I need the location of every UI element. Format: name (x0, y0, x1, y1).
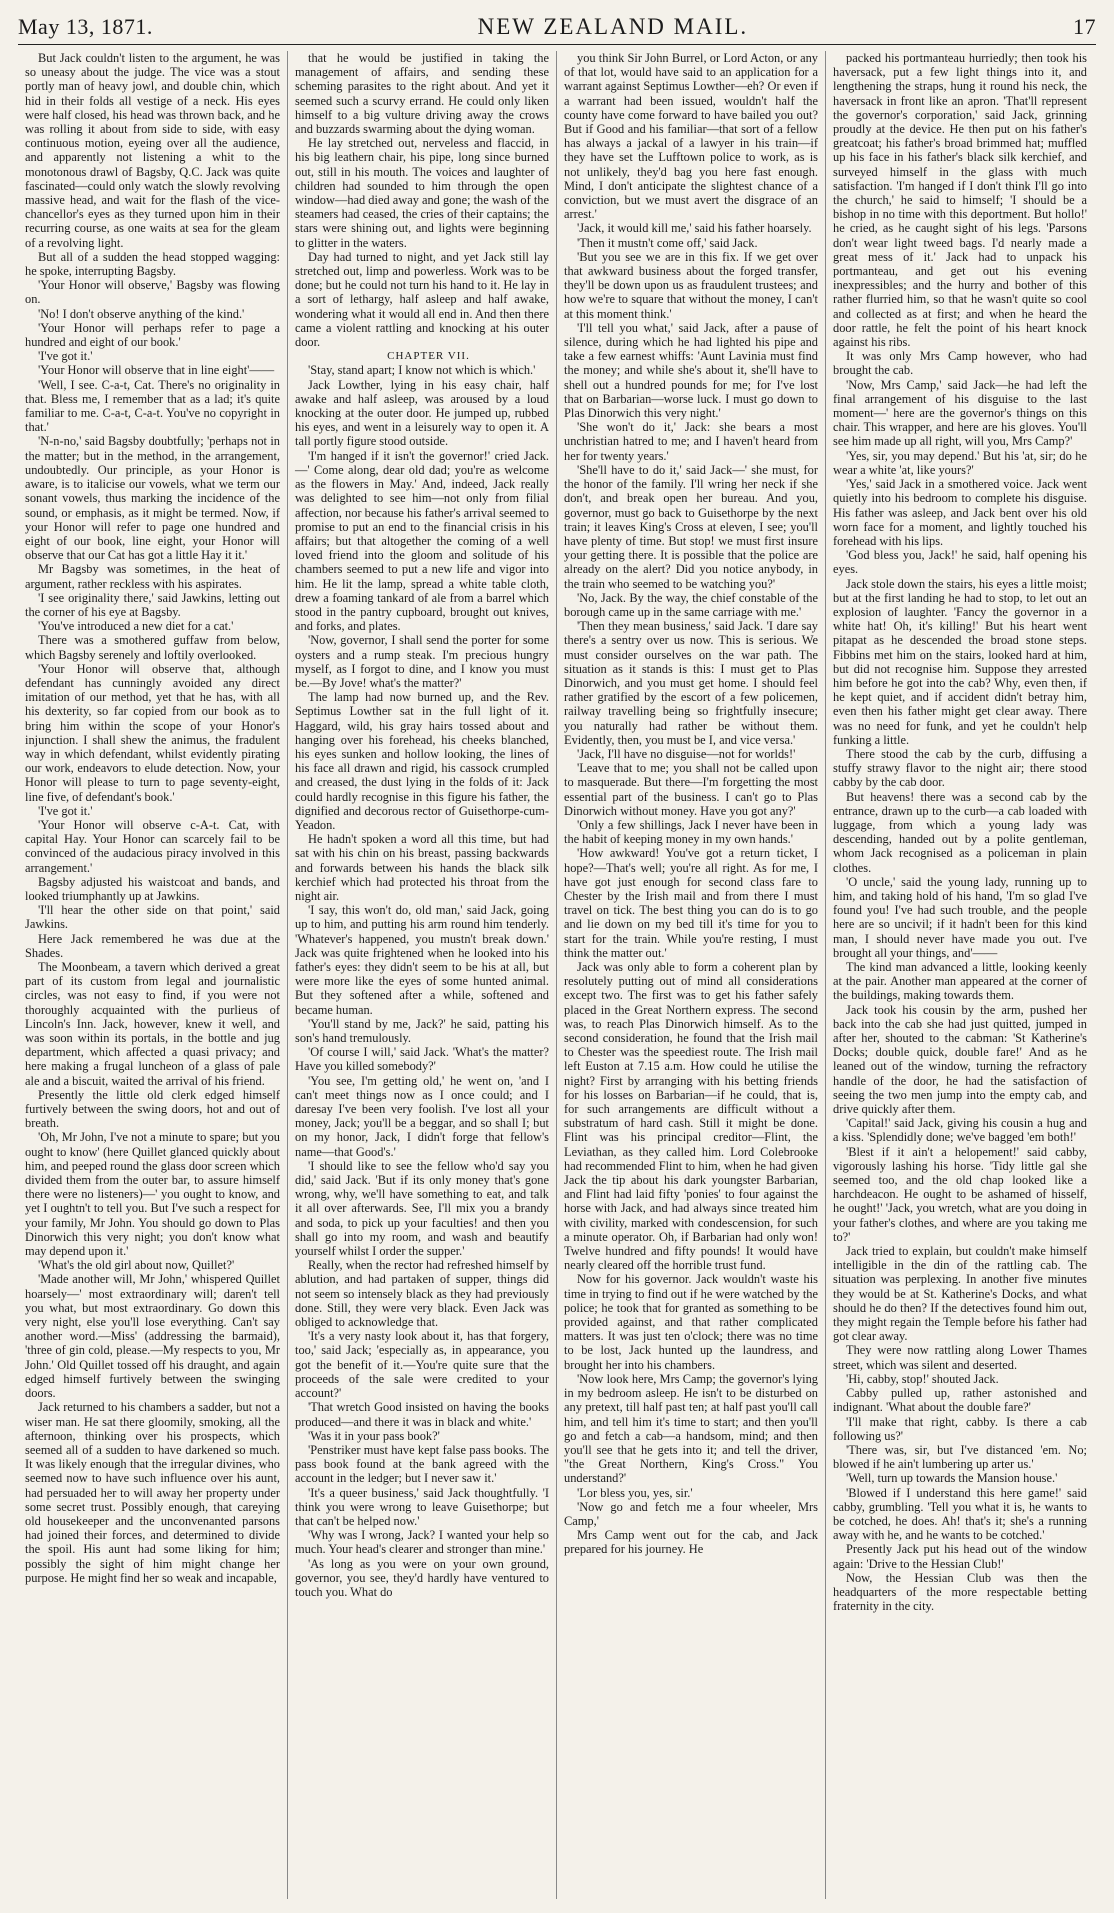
paragraph: 'Well, turn up towards the Mansion house.' (846, 1471, 1058, 1486)
paragraph: 'Your Honor will observe that in line eight'—— (38, 363, 275, 378)
paragraph: 'I say, this won't do, old man,' said Jack, going up to him, and putting his arm round him tenderly. 'Whatever's happened, you mustn't break down.' Jack was quite frightened when he looked into his father's eyes: they didn't seem to be his at all, but were more like the eyes of some hunted animal. But they softened after a while, softened and became human. (295, 903, 549, 1017)
header-rule (18, 44, 1096, 45)
paragraph: 'Your Honor will observe that, although defendant has cunningly avoided any direct imitation of our method, yet that he has, with all his dexterity, so far copied from our book as to bring him within the scope of your Honor's injunction. I shall shew the animus, the fradulent way in which defendant, whilst evidently pirating our work, endeavors to elude detection. Now, your Honor will please to turn to page seventy-eight, line five, of defendant's book.' (25, 661, 280, 804)
paragraph: 'Penstriker must have kept false pass books. The pass book found at the bank agreed with the account in the ledger; but I never saw it.' (295, 1442, 549, 1486)
paragraph: It was only Mrs Camp however, who had brought the cab. (833, 349, 1087, 378)
paragraph: 'Yes,' said Jack in a smothered voice. Jack went quietly into his bedroom to complete his disguise. His father was asleep, and Jack bent over his old worn face for a moment, and lightly touched his forehead with his lips. (833, 477, 1087, 548)
paragraph: 'Then it mustn't come off,' said Jack. (577, 235, 758, 250)
paragraph: They were now rattling along Lower Thames street, which was silent and deserted. (833, 1343, 1087, 1372)
paragraph: 'I'll make that right, cabby. Is there a cab following us?' (833, 1414, 1087, 1443)
paragraph: Now for his governor. Jack wouldn't waste his time in trying to find out if he were watched by the police; he took that for granted as something to be provided against, and that rather complicated matters. It was just ten o'clock; there was no time to be lost, Jack hunted up the laundress, and brought her into his chambers. (564, 1272, 818, 1372)
issue-date: May 13, 1871. (18, 14, 153, 39)
paragraph: 'You see, I'm getting old,' he went on, 'and I can't meet things now as I once could; and I daresay I've been very foolish. I've lost all your money, Jack; you'll be a beggar, and so shall I; but on my honor, Jack, I didn't forge that fellow's name—that Good's.' (295, 1073, 549, 1159)
paragraph: 'Your Honor will perhaps refer to page a hundred and eight of our book.' (25, 320, 280, 350)
paragraph: He lay stretched out, nerveless and flaccid, in his big leathern chair, his pipe, long since burned out, still in his mouth. The voices and laughter of children had sounded to him through the open window—had died away and gone; the wash of the steamers had ceased, the cries of their captains; the stars were shining out, and lights were beginning to glitter in the waters. (295, 136, 549, 250)
paragraph: 'You've introduced a new diet for a cat.' (38, 619, 234, 634)
paragraph: 'God bless you, Jack!' he said, half opening his eyes. (833, 548, 1087, 577)
paragraph: 'Jack, I'll have no disguise—not for worlds!' (577, 746, 796, 761)
paragraph: Mrs Camp went out for the cab, and Jack prepared for his journey. He (564, 1528, 818, 1557)
paragraph: The Moonbeam, a tavern which derived a great part of its custom from legal and journalistic circles, was not easy to find, if you were not thoroughly acquainted with the purlieus of Lincoln's Inn. Jack, however, knew it well, and was soon within its portals, in the bottle and jug department, which affected a quasi privacy; and here making a frugal luncheon of a glass of pale ale and a biscuit, waited the arrival of his friend. (25, 960, 280, 1088)
paragraph: The lamp had now burned up, and the Rev. Septimus Lowther sat in the full light of it. Haggard, wild, his gray hairs tossed about and hanging over his forehead, his cheeks blanched, his eyes sunken and hollow looking, the lines of his face all drawn and rigid, his cassock crumpled and creased, the dust lying in the folds of it: Jack could hardly recognise in this figure his father, the dignified and decorous rector of Guisethorpe-cum-Yeadon. (295, 690, 549, 832)
column-4 (825, 51, 1094, 1899)
paragraph: 'It's a queer business,' said Jack thoughtfully. 'I think you were wrong to leave Guisethorpe; but that can't be helped now.' (295, 1485, 549, 1528)
paragraph: 'I should like to see the fellow who'd say you did,' said Jack. 'But if its only money that's gone wrong, why, we'll have something to eat, and talk it all over afterwards. See, I'll mix you a brandy and soda, to pick up your faculties! and then you shall go into my room, and wash and beautify yourself whilst I order the supper.' (295, 1158, 549, 1259)
paragraph: 'There was, sir, but I've distanced 'em. No; blowed if he ain't lumbering up arter us.' (833, 1442, 1087, 1472)
paragraph: 'It's a very nasty look about it, has that forgery, too,' said Jack; 'especially as, in appearance, you got the benefit of it.—You're quite sure that the proceeds of the sale were credited to your account?' (295, 1329, 549, 1401)
paragraph: Mr Bagsby was sometimes, in the heat of argument, rather reckless with his aspirates. (25, 562, 280, 591)
paragraph: 'Jack, it would kill me,' said his father hoarsely. (577, 221, 812, 236)
article-columns (18, 51, 1096, 1899)
paragraph: Jack returned to his chambers a sadder, but not a wiser man. He sat there gloomily, smoking, all the afternoon, thinking over his prospects, which seemed all of a sudden to have darkened so much. It was likely enough that the irregular divines, who seemed now to have such influence over his aunt, had persuaded her to will away her property under some secret trust. Possibly enough, that careying old housekeeper and the unconvenanted parsons had joined their forces, and determined to divide the spoil. His aunt had some liking for him; possibly the sight of him might change her purpose. He might find her so weak and incapable, (25, 1400, 280, 1585)
column-2 (287, 51, 556, 1899)
paragraph: 'Leave that to me; you shall not be called upon to masquerade. But there—I'm forgetting the most essential part of the business. I can't go to Plas Dinorwich without money. Have you got any?' (564, 761, 818, 818)
paragraph: Bagsby adjusted his waistcoat and bands, and looked triumphantly up at Jawkins. (25, 874, 280, 903)
paragraph: There was a smothered guffaw from below, which Bagsby serenely and loftily overlooked. (25, 633, 280, 662)
paragraph: Cabby pulled up, rather astonished and indignant. 'What about the double fare?' (833, 1386, 1087, 1415)
paragraph: you think Sir John Burrel, or Lord Acton, or any of that lot, would have said to an application for a warrant against Septimus Lowther—eh? Or even if a warrant had been issued, wouldn't half the county have come forward to have bailed you out? But if Good and his familiar—that sort of a fellow has always a jackal of a lawyer in his train—if they have set the Lufftown police to work, as is not unlikely, they'd bag you here fast enough. Mind, I don't anticipate the slightest chance of a conviction, but we must avert the disgrace of an arrest.' (564, 51, 818, 222)
paragraph: Presently the little old clerk edged himself furtively between the swing doors, hot and out of breath. (25, 1087, 280, 1131)
paragraph: 'O uncle,' said the young lady, running up to him, and taking hold of his hand, 'I'm so glad I've found you! I've had such trouble, and the people here are so uncivil; if it hadn't been for this kind man, I should never have made you out. I've brought all your things, and'—— (833, 874, 1087, 960)
paragraph: Jack tried to explain, but couldn't make himself intelligible in the din of the rattling cab. The situation was perplexing. In another five minutes they would be at St. Katherine's Docks, and what should he do then? If the detectives found him out, they might regain the Temple before his father had got clear away. (833, 1244, 1087, 1344)
paragraph: Jack took his cousin by the arm, pushed her back into the cab she had just quitted, jumped in after her, shouted to the cabman: 'St Katherine's Docks; double quick, double fare!' And as he leaned out of the window, turning the refractory handle of the door, he had the satisfaction of seeing the two men jump into the empty cab, and drive quickly after them. (833, 1002, 1087, 1117)
paragraph: Day had turned to night, and yet Jack still lay stretched out, limp and powerless. Work was to be done; but he could not turn his hand to it. He lay in a sort of lethargy, half asleep and half awake, wondering what it would all end in. And then there came a violent rattling and knocking at his outer door. (295, 249, 549, 350)
paragraph: 'Capital!' said Jack, giving his cousin a hug and a kiss. 'Splendidly done; we've bagged 'em both!' (833, 1116, 1087, 1145)
paragraph: 'She won't do it,' Jack: she bears a most unchristian hatred to me; and I haven't heard from her for twenty years.' (564, 420, 818, 463)
paragraph: 'Now, Mrs Camp,' said Jack—he had left the final arrangement of his disguise to the last moment—' here are the governor's things on this chair. This wrapper, and here are his gloves. You'll see him made up all right, will you, Mrs Camp?' (833, 377, 1087, 449)
paragraph: 'Hi, cabby, stop!' shouted Jack. (846, 1371, 999, 1386)
page-header (18, 10, 1096, 40)
paragraph: 'No! I don't observe anything of the kind.' (38, 306, 245, 321)
paragraph: 'Blowed if I understand this here game!' said cabby, grumbling. 'Tell you what it is, he wants to be cotched, he does. Ah! that's it; she's a running away with he, and he wants to be cotched.' (833, 1485, 1087, 1543)
paragraph: 'Lor bless you, yes, sir.' (577, 1485, 693, 1500)
paragraph: 'I've got it.' (38, 803, 93, 818)
column-3 (556, 51, 825, 1899)
paragraph: packed his portmanteau hurriedly; then took his haversack, put a few light things into it, and lengthening the straps, hung it round his neck, the haversack in front like an apron. 'That'll represent the governor's corporation,' said Jack, grinning proudly at the device. He then put on his father's greatcoat; his father's broad brimmed hat; muffled up his face in his father's black silk kerchief, and surveyed himself in the glass with much satisfaction. 'I'm hanged if I don't think I'll go into the church,' he said to himself; 'I should be a bishop in no time with this deportment. But hollo!' he cried, as he caught sight of his legs. 'Parsons don't wear light tweed bags. I'd nearly made a great mess of it.' Jack had to unpack his portmanteau, and get out his evening inexpressibles; and the hurry and bother of this rather flurried him, so that he wasn't quite so cool and collected as at first; and when he heard the door rattle, he felt the point of his heart knock against his ribs. (833, 51, 1087, 350)
masthead-title: NEW ZEALAND MAIL. (477, 14, 749, 39)
paragraph: 'Now go and fetch me a four wheeler, Mrs Camp,' (564, 1499, 818, 1528)
paragraph: 'What's the old girl about now, Quillet?' (38, 1258, 235, 1273)
paragraph: Really, when the rector had refreshed himself by ablution, and had partaken of supper, things did not seem so intensely black as they had previously done. Still, they were very black. Even Jack was obliged to acknowledge that. (295, 1258, 549, 1330)
paragraph: 'I'll hear the other side on that point,' said Jawkins. (25, 903, 280, 932)
paragraph: 'Oh, Mr John, I've not a minute to spare; but you ought to know' (here Quillet glanced quickly about him, and peeped round the glass door screen which divided them from the outer bar, to assure himself there were no listeners)—' you ought to know, and yet I oughtn't to tell you. But I've such a respect for your family, Mr John. You should go down to Plas Dinorwich this very night; you don't know what may depend upon it.' (25, 1130, 280, 1259)
paragraph: 'You'll stand by me, Jack?' he said, patting his son's hand tremulously. (295, 1016, 549, 1046)
paragraph: 'N-n-no,' said Bagsby doubtfully; 'perhaps not in the matter; but in the method, in the arrangement, undoubtedly. Our principle, as your Honor is aware, is to italicise our vowels, what we term our sonant vowels, thus marking the incidence of the sound, or emphasis, as it might be termed. Now, if your Honor will refer to page one hundred and eight of our book, line eight, your Honor will observe that our Cat has got a little Hay it it.' (25, 434, 280, 563)
paragraph: 'Of course I will,' said Jack. 'What's the matter? Have you killed somebody?' (295, 1045, 549, 1074)
paragraph: 'Made another will, Mr John,' whispered Quillet hoarsely—' most extraordinary will; daren't tell you what, but most extraordinary. Go down this very night, else you'll lose everything. Can't say another word.—Miss' (addressing the barmaid), 'three of gin cold, please.—My respects to you, Mr John.' Old Quillet tossed off his draught, and again edged himself furtively between the swinging doors. (25, 1272, 280, 1401)
paragraph: Jack Lowther, lying in his easy chair, half awake and half asleep, was aroused by a loud knocking at the outer door. He jumped up, rubbed his eyes, and went in a leisurely way to open it. A tall portly figure stood outside. (295, 377, 549, 449)
paragraph: 'Why was I wrong, Jack? I wanted your help so much. Your head's clearer and stronger than mine.' (295, 1528, 549, 1557)
paragraph: Presently Jack put his head out of the window again: 'Drive to the Hessian Club!' (833, 1542, 1087, 1571)
paragraph: 'That wretch Good insisted on having the books produced—and there it was in black and white.' (295, 1400, 549, 1429)
paragraph: There stood the cab by the curb, diffusing a stuffy strawy flavor to the night air; there stood cabby by the cab door. (833, 746, 1087, 790)
paragraph: He hadn't spoken a word all this time, but had sat with his chin on his breast, passing backwards and forwards between his hands the black silk kerchief which had protected his throat from the night air. (295, 832, 549, 903)
paragraph: But Jack couldn't listen to the argument, he was so uneasy about the judge. The vice was a stout portly man of heavy jowl, and double chin, which hid in their folds all vestige of a neck. His eyes were half closed, his head was thrown back, and he was rolling it about from side to side, with easy continuous motion, eyeing over all the audience, and apparently not listening a whit to the monotonous drawl of Bagsby, Q.C. Jack was quite fascinated—could only watch the slowly revolving massive head, and wait for the flash of the vice-chancellor's eyes as they turned upon him in their recurring course, as one waits at sea for the gleam of a revolving light. (25, 51, 280, 250)
paragraph: 'She'll have to do it,' said Jack—' she must, for the honor of the family. I'll wring her neck if she don't, and break open her bureau. And you, governor, must go back to Guisethorpe by the next train; it leaves King's Cross at eleven, I see; you'll have plenty of time. But stop! we must first insure your getting there. It is possible that the police are already on the alert? Did you notice anybody, in the train who seemed to be watching you?' (564, 462, 818, 591)
paragraph: 'Stay, stand apart; I know not which is which.' (308, 363, 536, 378)
paragraph: 'Your Honor will observe c-A-t. Cat, with capital Hay. Your Honor can scarcely fail to be convinced of the audacious piracy involved in this arrangement.' (25, 817, 280, 875)
paragraph: Now, the Hessian Club was then the headquarters of the more respectable betting fraternity in the city. (833, 1570, 1087, 1614)
paragraph: 'How awkward! You've got a return ticket, I hope?—That's well; you're all right. As for me, I have got just enough for second class fare to Chester by the Irish mail and from there I must travel on tick. The best thing you can do is to go and lie down on my bed till it's time for you to start for the train. While you're resting, I must think the matter out.' (564, 846, 818, 960)
paragraph: 'Only a few shillings, Jack I never have been in the habit of keeping money in my own hands.' (564, 817, 818, 847)
chapter-heading: CHAPTER VII. (387, 350, 470, 363)
paragraph: 'Was it in your pass book?' (308, 1428, 440, 1443)
paragraph: that he would be justified in taking the management of affairs, and sending these scheming parasites to the right about. And yet it seemed such a scurvy errand. He could only liken himself to a big vulture driving away the crows and buzzards swarming about the dying woman. (295, 51, 549, 137)
paragraph: Jack was only able to form a coherent plan by resolutely putting out of mind all considerations except two. The first was to get his father safely placed in the Great Northern express. The second was, to reach Plas Dinorwich himself. As to the second consideration, he found that the Irish mail to Chester was the speediest route. The Irish mail left Euston at 7.15 a.m. How could he utilise the night? First by arranging with his betting friends for his losses on Barbarian—if he could, that is, for such arrangements are difficult without a substratum of hard cash. Still it might be done. Flint was his principal creditor—Flint, the Leviathan, as they called him. Lord Colebrooke had recommended Flint to him, when he had given Jack the tip about his dark youngster Barbarian, and Flint had laid fifty 'ponies' to four against the horse with Jack, and had always since treated him with civility, marked with condescension, for such a minute operator. Oh, if Barbarian had only won! Twelve hundred and fifty pounds! It would have nearly cleared off the horrible trust fund. (564, 960, 818, 1273)
paragraph: The kind man advanced a little, looking keenly at the pair. Another man appeared at the corner of the buildings, making towards them. (833, 960, 1087, 1003)
column-1 (18, 51, 287, 1899)
page-number: 17 (1072, 14, 1096, 39)
paragraph: 'As long as you were on your own ground, governor, you see, they'd hardly have ventured to touch you. What do (295, 1556, 549, 1599)
paragraph: 'But you see we are in this fix. If we get over that awkward business about the forged transfer, they'll be down upon us as fraudulent trustees; and how we're to square that without the money, I can't at this moment think.' (564, 249, 818, 321)
paragraph: 'I'll tell you what,' said Jack, after a pause of silence, during which he had lighted his pipe and take a few earnest whiffs: 'Aunt Lavinia must find the money; and while she's about it, she'll have to shell out a hundred pounds for me; for I've lost that on Barbarian—worse luck. I must go down to Plas Dinorwich this very night.' (564, 320, 818, 421)
paragraph: 'I see originality there,' said Jawkins, letting out the corner of his eye at Bagsby. (25, 590, 280, 619)
paragraph: 'Well, I see. C-a-t, Cat. There's no originality in that. Bless me, I remember that as a lad; it's quite familiar to me. C-a-t, C-a-t. You've no copyright in that.' (25, 377, 280, 435)
paragraph: 'I'm hanged if it isn't the governor!' cried Jack.—' Come along, dear old dad; you're as welcome as the flowers in May.' And, indeed, Jack really was delighted to see him—not only from filial affection, nor because his father's arrival seemed to promise to put an end to the financial crisis in his affairs; but that altogether the coming of a well loved friend into the gloom and solitude of his chambers seemed to put a new life and vigor into him. He lit the lamp, spread a white table cloth, drew a foaming tankard of ale from a barrel which stood in the pantry cupboard, brought out knives, and forks, and plates. (295, 448, 549, 634)
paragraph: Jack stole down the stairs, his eyes a little moist; but at the first landing he had to stop, to let out an explosion of laughter. 'Fancy the governor in a white hat! Oh, it's killing!' But his heart went pitapat as he descended the broad stone steps. Fibbins met him on the stairs, looked hard at him, but did not recognise him. Suppose they arrested him before he got into the cab? Why, even then, if he kept quiet, and if accident didn't betray him, even then his father might get clear away. There was no need for funk, and yet he couldn't help funking a little. (833, 576, 1087, 747)
paragraph: 'Now look here, Mrs Camp; the governor's lying in my bedroom asleep. He isn't to be disturbed on any pretext, till half past ten; at half past you'll call him, and tell him it's time to start; and then you'll go and fetch a cab—a handsom, mind; and then you'll see that he gets into it; and tell the driver, "the Great Northern, King's Cross." You understand?' (564, 1371, 818, 1486)
paragraph: 'Blest if it ain't a helopement!' said cabby, vigorously lashing his horse. 'Tidy little gal she seemed too, and the old chap looked like a harchdeacon. He ought to be ashamed of hisself, he ought!' 'Jack, you wretch, what are you doing in your father's clothes, and where are you taking me to?' (833, 1144, 1087, 1244)
paragraph: But heavens! there was a second cab by the entrance, drawn up to the curb—a cab loaded with luggage, from which a young lady was descending, handed out by a polite gentleman, whom Jack recognised as a policeman in plain clothes. (833, 789, 1087, 875)
paragraph: 'Your Honor will observe,' Bagsby was flowing on. (25, 278, 280, 307)
paragraph: 'I've got it.' (38, 349, 93, 364)
paragraph: Here Jack remembered he was due at the Shades. (25, 931, 280, 960)
paragraph: 'Now, governor, I shall send the porter for some oysters and a rump steak. I'm precious hungry myself, as I forgot to dine, and I know you must be.—By Jove! what's the matter?' (295, 633, 549, 690)
paragraph: But all of a sudden the head stopped wagging: he spoke, interrupting Bagsby. (25, 249, 280, 279)
paragraph: 'No, Jack. By the way, the chief constable of the borough came up in the same carriage with me.' (564, 590, 818, 619)
paragraph: 'Yes, sir, you may depend.' But his 'at, sir; do he wear a white 'at, like yours?' (833, 448, 1087, 477)
paragraph: 'Then they mean business,' said Jack. 'I dare say there's a sentry over us now. This is serious. We must consider ourselves on the war path. The situation as it stands is this: I must get to Plas Dinorwich, and you must get home. I should feel rather gratified by the escort of a few policemen, railway travelling being so frightfully insecure; you naturally had rather be without them. Evidently, then, you must be I, and vice versa.' (564, 619, 818, 747)
